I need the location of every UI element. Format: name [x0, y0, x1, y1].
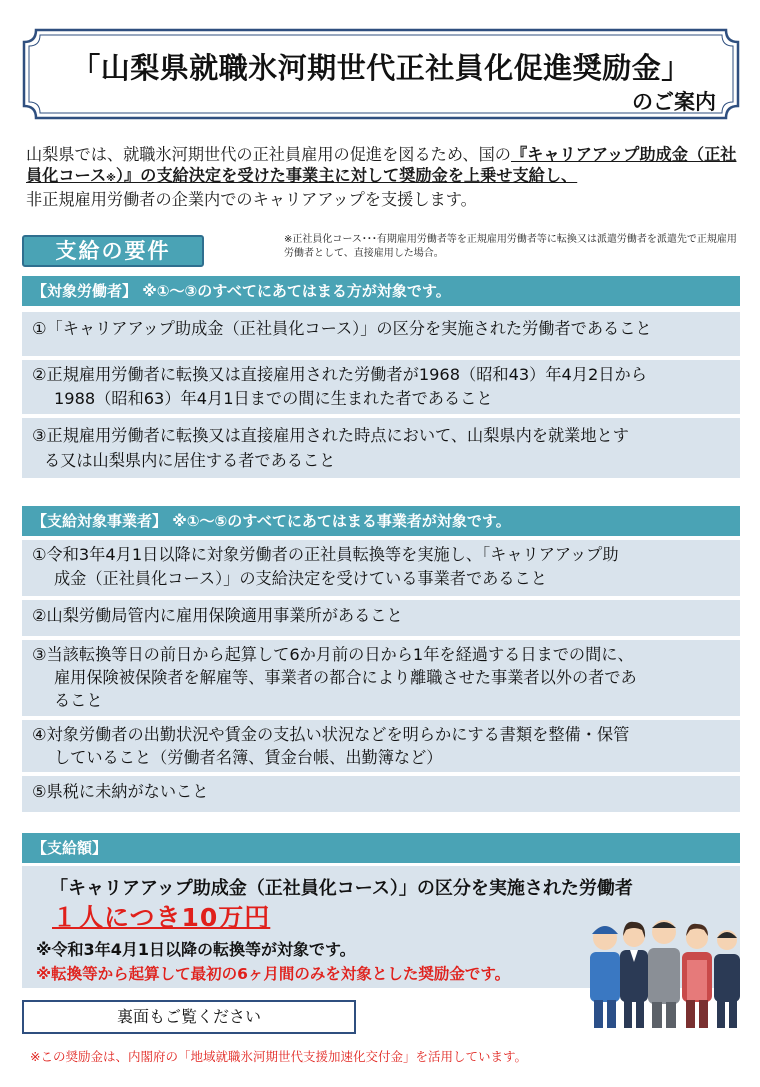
employers-item-1-line2: 成金（正社員化コース）」の支給決定を受けている事業者であること — [54, 569, 547, 588]
worker-figure — [620, 922, 648, 1028]
amount-main-text: 「キャリアアップ助成金（正社員化コース）」の区分を実施された労働者 — [50, 878, 633, 899]
workers-item-2 — [22, 360, 740, 414]
intro-paragraph — [26, 144, 740, 210]
workers-item-1-line1: ①「キャリアアップ助成金（正社員化コース）」の区分を実施された労働者であること — [32, 319, 652, 338]
intro-text-2: 『キャリアアップ助成金（正社員化コース — [26, 145, 737, 185]
workers-heading: 【対象労働者】 ※①～③のすべてにあてはまる方が対象です。 — [22, 276, 740, 306]
see-back-button[interactable]: 裏面もご覧ください — [22, 1000, 356, 1034]
employers-item-4-line2: していること（労働者名簿、賃金台帳、出勤簿など） — [54, 748, 443, 767]
page-subtitle: のご案内 — [632, 90, 716, 114]
intro-note-mark: ※ — [106, 173, 116, 184]
amount-value: １人につき10万円 — [52, 903, 271, 932]
workers-item-3-line1: ③正規雇用労働者に転換又は直接雇用された時点において、山梨県内を就業地とす — [32, 426, 629, 445]
requirements-label: 支給の要件 — [22, 235, 204, 267]
workers-item-2-line2: 1988（昭和63）年4月1日までの間に生まれた者であること — [54, 389, 493, 408]
requirements-note: ※正社員化コース･･･有期雇用労働者等を正規雇用労働者等に転換又は派遣労働者を派遣先で正規雇用労働者として、直接雇用した場合。 — [284, 234, 737, 259]
page-title: 「山梨県就職氷河期世代正社員化促進奨励金」 — [71, 51, 691, 85]
employers-item-2 — [22, 600, 740, 636]
employers-item-1-line1: ①令和3年4月1日以降に対象労働者の正社員転換等を実施し、「キャリアアップ助 — [32, 545, 619, 564]
footer-note: ※この奨励金は、内閣府の「地域就職氷河期世代支援加速化交付金」を活用しています。 — [30, 1049, 527, 1064]
title-box — [22, 28, 740, 120]
employers-item-3 — [22, 640, 740, 716]
workers-illustration-icon — [586, 900, 740, 1030]
employers-item-1 — [22, 540, 740, 596]
worker-figure — [682, 924, 712, 1028]
employers-item-3-line2: 雇用保険被保険者を解雇等、事業者の都合により離職させた事業者以外の者であ — [54, 668, 637, 687]
employers-item-3-line3: ること — [54, 691, 103, 710]
amount-note-date: ※令和3年4月1日以降の転換等が対象です。 — [36, 940, 356, 959]
amount-heading: 【支給額】 — [22, 833, 740, 863]
employers-item-2-line1: ②山梨労働局管内に雇用保険適用事業所があること — [32, 606, 403, 625]
workers-item-1 — [22, 312, 740, 356]
workers-item-3-line2: る又は山梨県内に居住する者であること — [44, 451, 336, 470]
workers-item-2-line1: ②正規雇用労働者に転換又は直接雇用された労働者が1968（昭和43）年4月2日から — [32, 365, 647, 384]
worker-figure — [590, 926, 620, 1028]
employers-item-4 — [22, 720, 740, 772]
employers-item-5-line1: ⑤県税に未納がないこと — [32, 782, 209, 801]
intro-text-1: 山梨県では、就職氷河期世代の正社員雇用の促進を図るため、国の — [26, 145, 511, 164]
employers-item-3-line1: ③当該転換等日の前日から起算して6か月前の日から1年を経過する日までの間に、 — [32, 645, 634, 664]
workers-item-3 — [22, 418, 740, 478]
employers-heading: 【支給対象事業者】 ※①～⑤のすべてにあてはまる事業者が対象です。 — [22, 506, 740, 536]
intro-text-5: 非正規雇用労働者の企業内でのキャリアアップを支援します。 — [26, 190, 477, 209]
amount-note-period: ※転換等から起算して最初の6ヶ月間のみを対象とした奨励金です。 — [36, 965, 511, 983]
employers-item-5 — [22, 776, 740, 812]
worker-figure — [648, 920, 680, 1028]
employers-item-4-line1: ④対象労働者の出勤状況や賃金の支払い状況などを明らかにする書類を整備・保管 — [32, 725, 630, 744]
intro-text-4: ）』の支給決定を受けた事業主に対して奨励金を上乗せ支給し、 — [115, 166, 578, 185]
worker-figure — [714, 930, 740, 1028]
